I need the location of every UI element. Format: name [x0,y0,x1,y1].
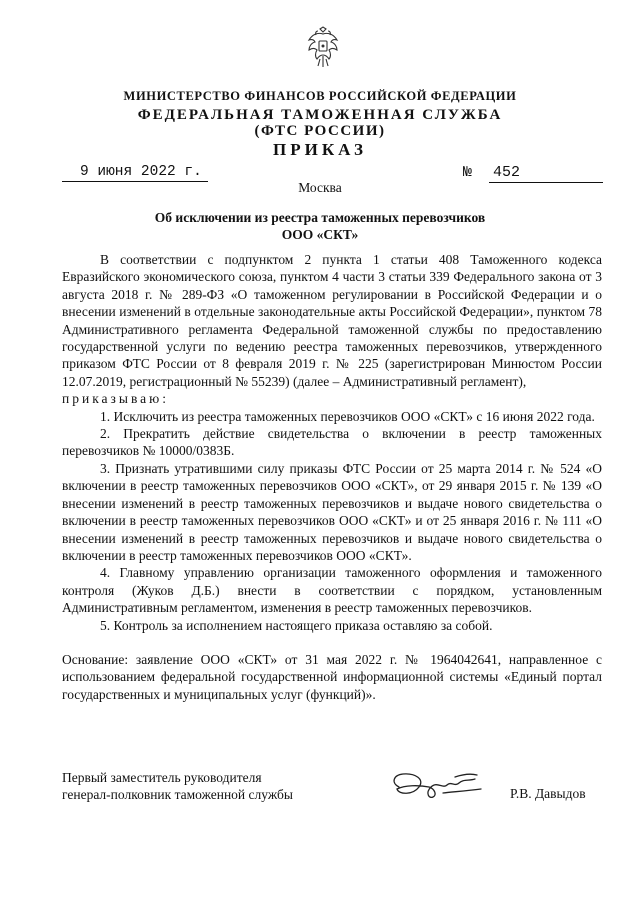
signatory-name: Р.В. Давыдов [510,786,586,801]
order-word: приказываю: [62,391,169,407]
order-date: 9 июня 2022 г. [62,164,208,182]
number-sign: № [463,164,473,181]
document-type-title: ПРИКАЗ [273,140,367,159]
list-item-1: 1. Исключить из реестра таможенных перевозчиков ООО «СКТ» с 16 июня 2022 года. [100,408,595,424]
subject-line-1: Об исключении из реестра таможенных перевозчиков [154,210,486,225]
order-number: 452 [489,164,603,183]
position-line-2: генерал-полковник таможенной службы [62,787,293,803]
russian-coat-of-arms-icon [303,26,343,70]
intro-paragraph [62,251,602,408]
list-item-5: 5. Контроль за исполнением настоящего приказа оставляю за собой. [100,617,493,633]
list-item-2: 2. Прекратить действие свидетельства о включении в реестр таможенных перевозчиков № 10000/0383Б. [62,426,602,459]
subject-line-2: ООО «СКТ» [281,227,359,242]
signatory-position [62,769,362,804]
document-body [62,251,602,703]
list-item-4: 4. Главному управлению организации таможенного оформления и таможенного контроля (Жуков Д.Б.) внести в соответствии с порядком, установленным Административным регламентом, изменения в реестр таможенных перевозчиков. [62,565,602,616]
position-line-1: Первый заместитель руководителя [62,770,262,785]
service-abbreviation: (ФТС РОССИИ) [254,123,386,139]
handwritten-signature [385,765,500,807]
basis-paragraph: Основание: заявление ООО «СКТ» от 31 мая 2022 г. № 1964042641, направленное с использованием федеральной государственной информационной системы «Единый портал государственных и муниципальных услуг (функций)». [62,651,602,702]
intro-text: В соответствии с подпунктом 2 пункта 1 статьи 408 Таможенного кодекса Евразийского экономического союза, пунктом 4 части 3 статьи 339 Федерального закона от 3 августа 2018 г. № 289-ФЗ «О таможенном регулировании в Российской Федерации и о внесении изменений в отдельные законодательные акты Российской Федерации», пунктом 78 Административного регламента Федеральной таможенной службы по предоставлению государственной услуги по ведению реестра таможенных перевозчиков, утвержденного приказом ФТС России от 8 февраля 2019 г. № 225 (зарегистрирован Минюстом России 12.07.2019, регистрационный № 55239) (далее – Административный регламент), [62,252,602,389]
service-name: ФЕДЕРАЛЬНАЯ ТАМОЖЕННАЯ СЛУЖБА [137,107,503,123]
city: Москва [298,180,342,195]
ministry-name: МИНИСТЕРСТВО ФИНАНСОВ РОССИЙСКОЙ ФЕДЕРАЦИИ [123,89,517,103]
list-item-3: 3. Признать утратившими силу приказы ФТС России от 25 марта 2014 г. № 524 «О включении в реестр таможенных перевозчиков ООО «СКТ», от 29 января 2015 г. № 139 «О внесении изменений в реестр таможенных перевозчиков и выдаче нового свидетельства о включении в реестр таможенных перевозчиков ООО «СКТ» и от 25 января 2016 г. № 111 «О внесении изменений в реестр таможенных перевозчиков и выдаче нового свидетельства о включении в реестр таможенных перевозчиков ООО «СКТ». [62,460,602,563]
